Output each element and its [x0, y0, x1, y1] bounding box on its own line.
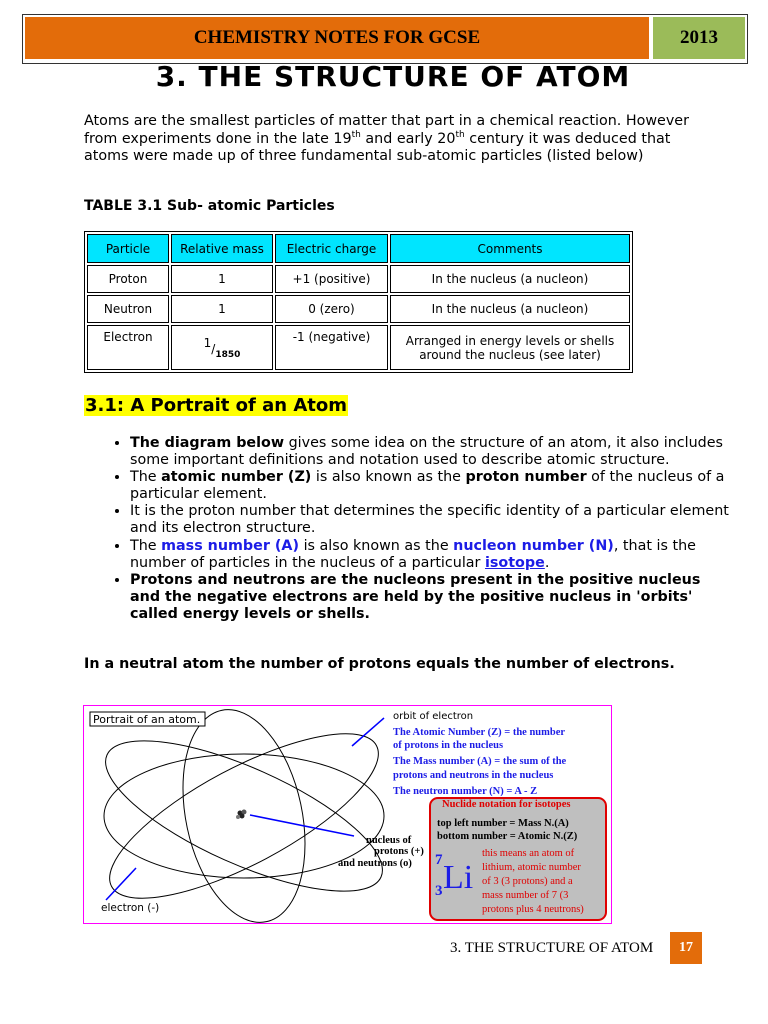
atom-diagram-svg [84, 706, 611, 923]
table-cell: Proton [87, 265, 169, 293]
li-desc-line: this means an atom of [482, 848, 575, 859]
atom-diagram [83, 705, 612, 924]
intro-paragraph: Atoms are the smallest particles of matter that part in a chemical reaction. However from experiments done in the late 19th and early 20th century it was deduced that atoms were made up of three fundamental sub-atomic particles (listed below) [84, 113, 689, 164]
list-item: • The diagram below gives some idea on the structure of an atom, it also includes some important definitions and notation used to describe atomic structure. [130, 435, 730, 469]
page-number: 17 [670, 932, 702, 964]
atomic-number-line-2: of protons in the nucleus [393, 740, 504, 751]
table-cell: In the nucleus (a nucleon) [390, 295, 630, 323]
table-caption: TABLE 3.1 Sub- atomic Particles [84, 198, 335, 214]
electron-label: electron (-) [101, 902, 160, 914]
list-item: • The mass number (A) is also known as the nucleon number (N), that is the number of particles in the nucleus of a particular isotope. [130, 538, 730, 572]
table-cell: +1 (positive) [275, 265, 388, 293]
neutron-number-line: The neutron number (N) = A - Z [393, 786, 538, 797]
table-cell: -1 (negative) [275, 325, 388, 370]
table-header-row [87, 234, 630, 263]
table-cell: 0 (zero) [275, 295, 388, 323]
section-heading: 3.1: A Portrait of an Atom [85, 395, 348, 416]
top-left-rule: top left number = Mass N.(A) [437, 818, 569, 829]
table-cell: Arranged in energy levels or shells around the nucleus (see later) [390, 325, 630, 370]
bullet-list [100, 435, 730, 623]
mass-number-line-2: protons and neutrons in the nucleus [393, 770, 554, 781]
table-row [87, 265, 630, 293]
table-cell: Neutron [87, 295, 169, 323]
bottom-left-rule: bottom number = Atomic N.(Z) [437, 831, 578, 842]
header-title: CHEMISTRY NOTES FOR GCSE [25, 17, 649, 59]
li-desc-line: mass number of 7 (3 [482, 890, 569, 901]
isotope-link[interactable]: isotope [484, 554, 545, 571]
table-cell: 1 [171, 265, 273, 293]
table-header-cell: Relative mass [171, 234, 273, 263]
pointer-lines [106, 718, 384, 900]
subatomic-particles-table [84, 231, 633, 373]
footer-title: 3. THE STRUCTURE OF ATOM [450, 940, 654, 956]
mass-number-line-1: The Mass number (A) = the sum of the [393, 756, 567, 767]
li-desc-line: protons plus 4 neutrons) [482, 904, 584, 915]
atomic-subscript: 3 [435, 883, 443, 899]
orbit-label: orbit of electron [393, 711, 474, 722]
svg-text:protons (+): protons (+) [374, 846, 424, 857]
table-header-cell: Comments [390, 234, 630, 263]
portrait-label: Portrait of an atom. [93, 713, 201, 726]
definition-labels [393, 711, 567, 797]
table-cell: 1 [171, 295, 273, 323]
electron-mass-fraction: $1/_{1850}$ [171, 325, 273, 370]
page-title: 3. THE STRUCTURE OF ATOM [155, 60, 631, 93]
element-symbol: Li [443, 859, 474, 896]
table-header-cell: Electric charge [275, 234, 388, 263]
li-desc-line: of 3 (3 protons) and a [482, 876, 573, 887]
li-desc-line: lithium, atomic number [482, 862, 581, 873]
table-cell: Electron [87, 325, 169, 370]
table-row [87, 325, 630, 370]
neutral-atom-note: In a neutral atom the number of protons equals the number of electrons. [84, 656, 675, 672]
list-item: • Protons and neutrons are the nucleons present in the positive nucleus and the negative electrons are held by the positive nucleus in 'orbits' called energy levels or shells. [130, 572, 730, 623]
list-item: • The atomic number (Z) is also known as the proton number of the nucleus of a particular element. [130, 469, 730, 503]
list-item: • It is the proton number that determines the specific identity of a particular element and its electron structure. [130, 503, 730, 537]
nucleus-icon [236, 810, 247, 820]
nuclide-title: Nuclide notation for isotopes [442, 799, 571, 810]
svg-text:and neutrons (o): and neutrons (o) [338, 858, 412, 869]
page-header [22, 14, 748, 64]
header-year: 2013 [653, 17, 745, 59]
mass-superscript: 7 [435, 852, 443, 868]
table-row [87, 295, 630, 323]
nucleus-label [338, 835, 424, 869]
table-cell: In the nucleus (a nucleon) [390, 265, 630, 293]
atomic-number-line-1: The Atomic Number (Z) = the number [393, 727, 566, 738]
table-header-cell: Particle [87, 234, 169, 263]
svg-text:nucleus of: nucleus of [366, 835, 412, 846]
